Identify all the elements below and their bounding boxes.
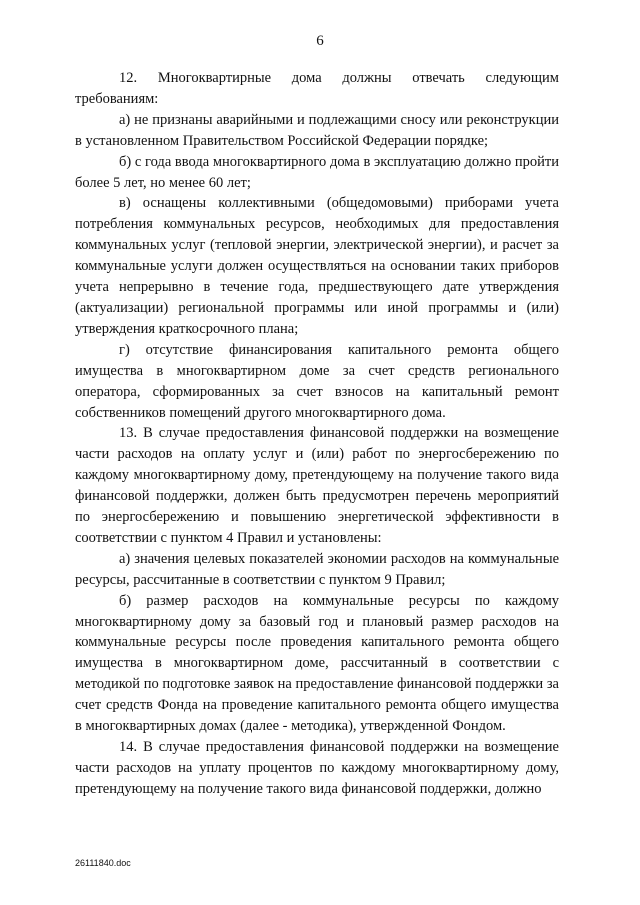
footer-filename: 26111840.doc bbox=[75, 858, 131, 868]
paragraph-12g: г) отсутствие финансирования капитального ремонта общего имущества в многоквартирном доме за счет средств регионального оператора, сформированных за счет взносов на капитальный ремонт собственников помещений другого многоквартирного дома. bbox=[75, 341, 559, 421]
page-number: 6 bbox=[316, 33, 324, 49]
paragraph-12v: в) оснащены коллективными (общедомовыми) приборами учета потребления коммунальных ресурсов, необходимых для предоставления коммунальных услуг (тепловой энергии, электрической энергии), и расчет за коммунальные услуги должен осуществляться на основании таких приборов учета непрерывно в течение года, предшествующего дате утверждения (актуализации) региональной программы или иной программы и (или) утверждения краткосрочного плана; bbox=[75, 195, 559, 337]
paragraph-13: 13. В случае предоставления финансовой поддержки на возмещение части расходов на оплату услуг и (или) работ по энергосбережению по каждому многоквартирному дому, претендующему на получение такого вида финансовой поддержки, должен быть предусмотрен перечень мероприятий по энергосбережению и повышению энергетической эффективности в соответствии с пунктом 4 Правил и установлены: bbox=[75, 425, 559, 546]
paragraph-13b: б) размер расходов на коммунальные ресурсы по каждому многоквартирному дому за базовый год и плановый размер расходов на коммунальные ресурсы после проведения капитального ремонта общего имущества в многоквартирном доме, рассчитанный в соответствии с методикой по подготовке заявок на предоставление финансовой поддержки за счет средств Фонда на проведение капитального ремонта общего имущества в многоквартирных домах (далее - методика), утвержденной Фондом. bbox=[75, 592, 559, 735]
paragraph-12a: а) не признаны аварийными и подлежащими сносу или реконструкции в установленном Правительством Российской Федерации порядке; bbox=[75, 111, 559, 149]
document-body bbox=[75, 68, 559, 800]
paragraph-13a: а) значения целевых показателей экономии расходов на коммунальные ресурсы, рассчитанные в соответствии с пунктом 9 Правил; bbox=[75, 550, 559, 588]
paragraph-12b: б) с года ввода многоквартирного дома в эксплуатацию должно пройти более 5 лет, но менее 60 лет; bbox=[75, 153, 559, 191]
paragraph-12: 12. Многоквартирные дома должны отвечать следующим требованиям: bbox=[75, 70, 559, 107]
paragraph-14: 14. В случае предоставления финансовой поддержки на возмещение части расходов на уплату процентов по каждому многоквартирному дому, претендующему на получение такого вида финансовой поддержки, должно bbox=[75, 739, 559, 797]
